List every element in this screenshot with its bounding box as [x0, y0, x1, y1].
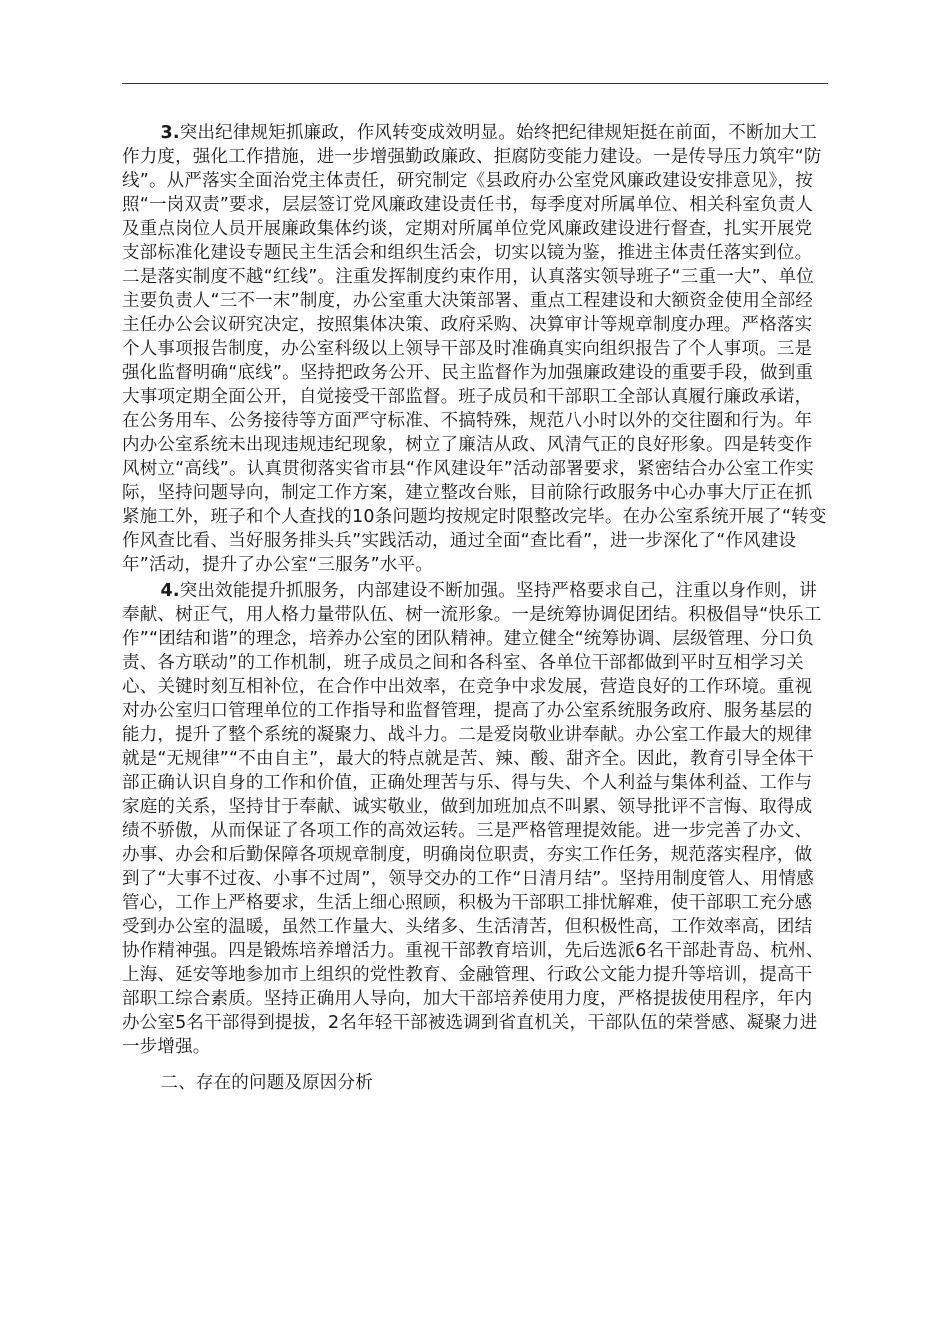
- section-heading: 二、存在的问题及原因分析: [160, 1073, 373, 1093]
- document-body: [122, 121, 828, 1095]
- paragraph-number: 3.: [160, 123, 180, 143]
- paragraph-text: 突出纪律规矩抓廉政，作风转变成效明显。始终把纪律规矩挺在前面，不断加大工作力度，强化工作措施，进一步增强勤政廉政、拒腐防变能力建设。一是传导压力筑牢“防线”。从严落实全面治党主体责任，研究制定《县政府办公室党风廉政建设安排意见》，按照“一岗双责”要求，层层签订党风廉政建设责任书，每季度对所属单位、相关科室负责人及重点岗位人员开展廉政集体约谈，定期对所属单位党风廉政建设进行督查，扎实开展党支部标准化建设专题民主生活会和组织生活会，切实以镜为鉴，推进主体责任落实到位。二是落实制度不越“红线”。注重发挥制度约束作用，认真落实领导班子“三重一大”、单位主要负责人“三不一末”制度，办公室重大决策部署、重点工程建设和大额资金使用全部经主任办公会议研究决定，按照集体决策、政府采购、决算审计等规章制度办理。严格落实个人事项报告制度，办公室科级以上领导干部及时准确真实向组织报告了个人事项。三是强化监督明确“底线”。坚持把政务公开、民主监督作为加强廉政建设的重要手段，做到重大事项定期全面公开，自觉接受干部监督。班子成员和干部职工全部认真履行廉政承诺，在公务用车、公务接待等方面严守标准、不搞特殊，规范八小时以外的交往圈和行为。年内办公室系统未出现违规违纪现象，树立了廉洁从政、风清气正的良好形象。四是转变作风树立“高线”。认真贯彻落实省市县“作风建设年”活动部署要求，紧密结合办公室工作实际，坚持问题导向，制定工作方案，建立整改台账，目前除行政服务中心办事大厅正在抓紧施工外，班子和个人查找的10条问题均按规定时限整改完毕。在办公室系统开展了“转变作风查比看、当好服务排头兵”实践活动，通过全面“查比看”，进一步深化了“作风建设年”活动，提升了办公室“三服务”水平。: [122, 123, 827, 575]
- paragraph-4: [122, 579, 828, 1059]
- paragraph-3: [122, 121, 828, 577]
- paragraph-number: 4.: [160, 581, 180, 601]
- header-rule: [122, 83, 828, 84]
- paragraph-text: 突出效能提升抓服务，内部建设不断加强。坚持严格要求自己，注重以身作则，讲奉献、树正气，用人格力量带队伍、树一流形象。一是统筹协调促团结。积极倡导“快乐工作”“团结和谐”的理念，培养办公室的团队精神。建立健全“统筹协调、层级管理、分口负责、各方联动”的工作机制，班子成员之间和各科室、各单位干部都做到平时互相学习关心、关键时刻互相补位，在合作中出效率，在竞争中求发展，营造良好的工作环境。重视对办公室归口管理单位的工作指导和监督管理，提高了办公室系统服务政府、服务基层的能力，提升了整个系统的凝聚力、战斗力。二是爱岗敬业讲奉献。办公室工作最大的规律就是“无规律”“不由自主”，最大的特点就是苦、辣、酸、甜齐全。因此，教育引导全体干部正确认识自身的工作和价值，正确处理苦与乐、得与失、个人利益与集体利益、工作与家庭的关系，坚持甘于奉献、诚实敬业，做到加班加点不叫累、领导批评不言悔、取得成绩不骄傲，从而保证了各项工作的高效运转。三是严格管理提效能。进一步完善了办文、办事、办会和后勤保障各项规章制度，明确岗位职责，夯实工作任务，规范落实程序，做到了“大事不过夜、小事不过周”，领导交办的工作“日清月结”。坚持用制度管人、用情感管心，工作上严格要求，生活上细心照顾，积极为干部职工排忧解难，使干部职工充分感受到办公室的温暖，虽然工作量大、头绪多、生活清苦，但积极性高，工作效率高，团结协作精神强。四是锻炼培养增活力。重视干部教育培训，先后选派6名干部赴青岛、杭州、上海、延安等地参加市上组织的党性教育、金融管理、行政公文能力提升等培训，提高干部职工综合素质。坚持正确用人导向，加大干部培养使用力度，严格提拔使用程序，年内办公室5名干部得到提拔，2名年轻干部被选调到省直机关，干部队伍的荣誉感、凝聚力进一步增强。: [122, 581, 824, 1057]
